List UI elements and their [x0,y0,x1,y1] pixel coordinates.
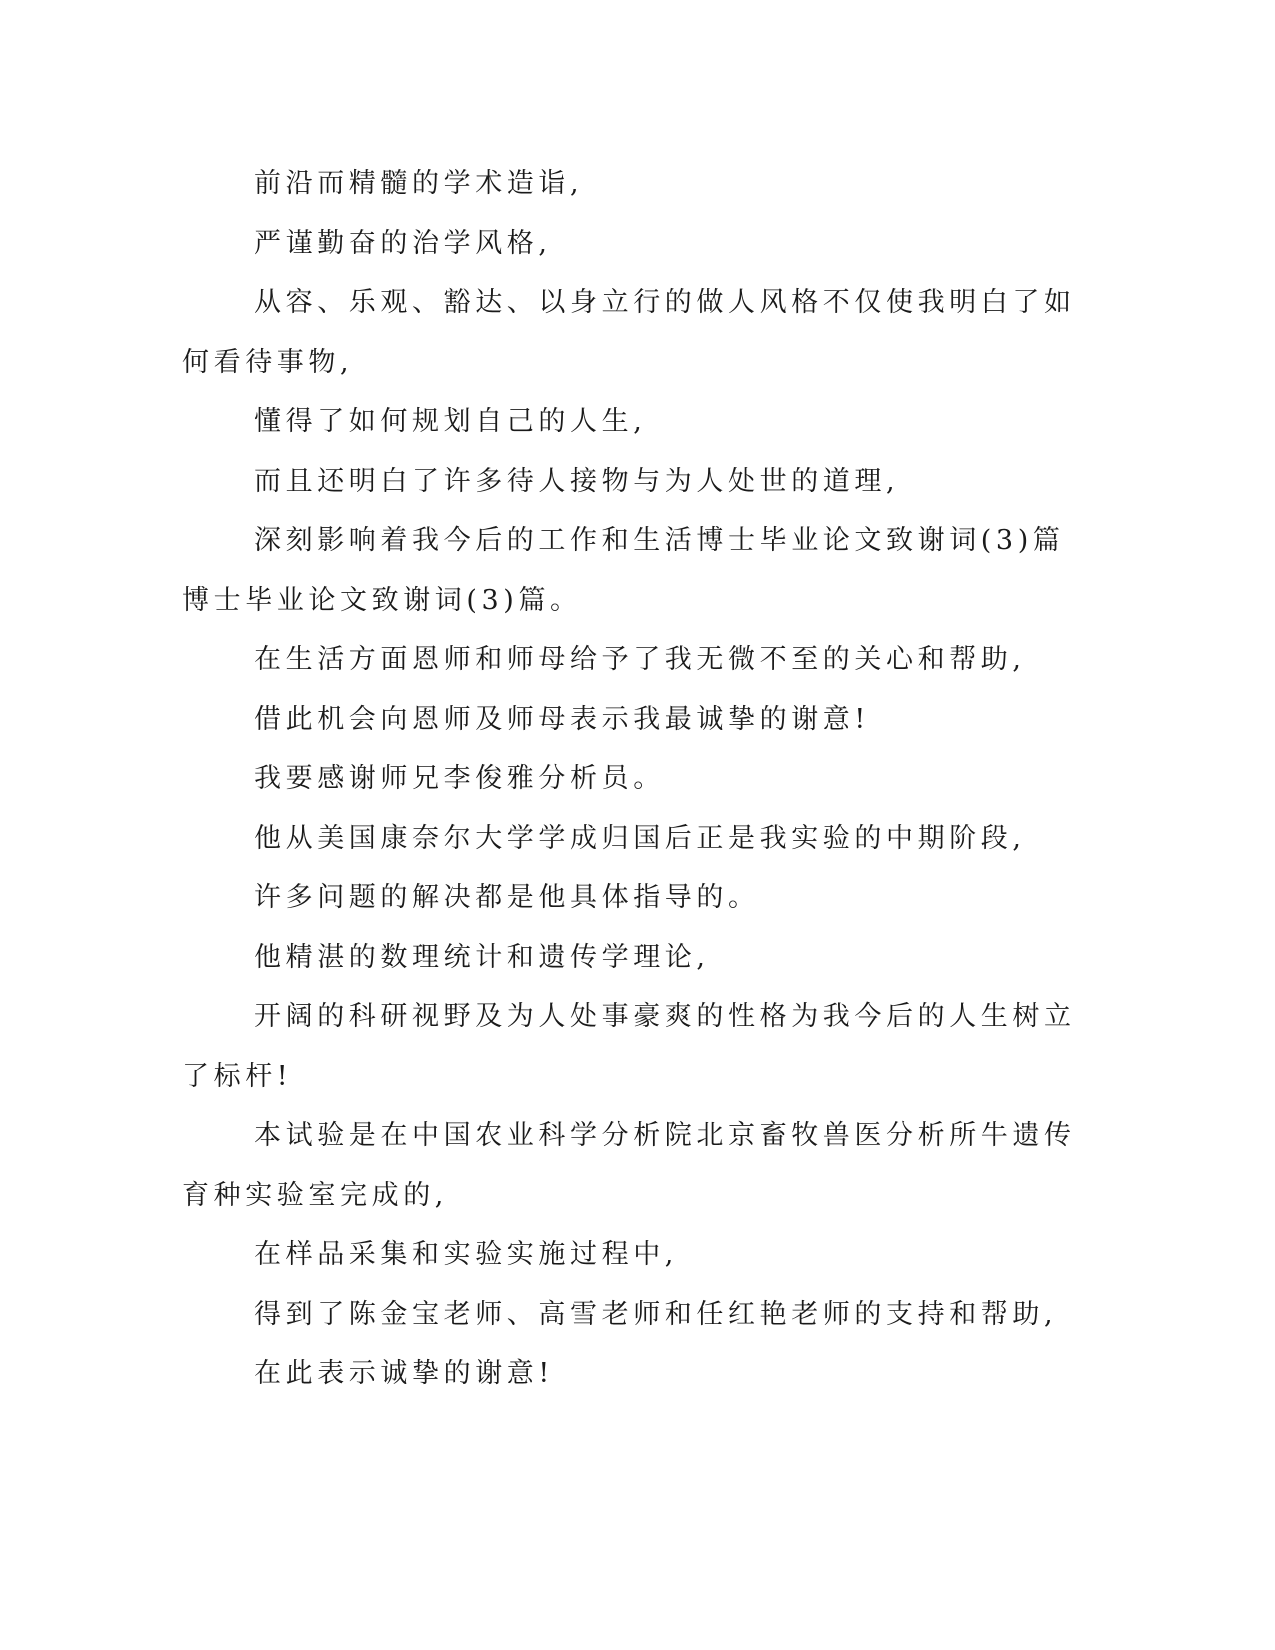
paragraph: 从容、乐观、豁达、以身立行的做人风格不仅使我明白了如何看待事物, [182,287,1076,378]
paragraph: 在样品采集和实验实施过程中, [254,1239,678,1270]
paragraph: 严谨勤奋的治学风格, [254,227,552,259]
paragraph: 而且还明白了许多待人接物与为人处世的道理, [254,465,900,497]
paragraph: 本试验是在中国农业科学分析院北京畜牧兽医分析所牛遗传育种实验室完成的, [182,1120,1076,1211]
paragraph: 懂得了如何规划自己的人生, [254,406,647,437]
paragraph: 得到了陈金宝老师、高雪老师和任红艳老师的支持和帮助, [254,1298,1058,1330]
paragraph: 开阔的科研视野及为人处事豪爽的性格为我今后的人生树立了标杆! [182,1001,1076,1092]
paragraph: 我要感谢师兄李俊雅分析员。 [254,763,665,794]
paragraph: 他从美国康奈尔大学学成归国后正是我实验的中期阶段, [254,822,1026,854]
paragraph: 许多问题的解决都是他具体指导的。 [254,882,760,913]
paragraph: 在此表示诚挚的谢意! [254,1358,554,1389]
paragraph: 前沿而精髓的学术造诣, [254,168,584,199]
paragraph: 他精湛的数理统计和遗传学理论, [254,941,710,973]
paragraph: 深刻影响着我今后的工作和生活博士毕业论文致谢词(3)篇博士毕业论文致谢词(3)篇。 [182,525,1065,616]
paragraph: 借此机会向恩师及师母表示我最诚挚的谢意! [254,703,870,735]
document-body [182,154,1082,1404]
paragraph: 在生活方面恩师和师母给予了我无微不至的关心和帮助, [254,644,1026,675]
